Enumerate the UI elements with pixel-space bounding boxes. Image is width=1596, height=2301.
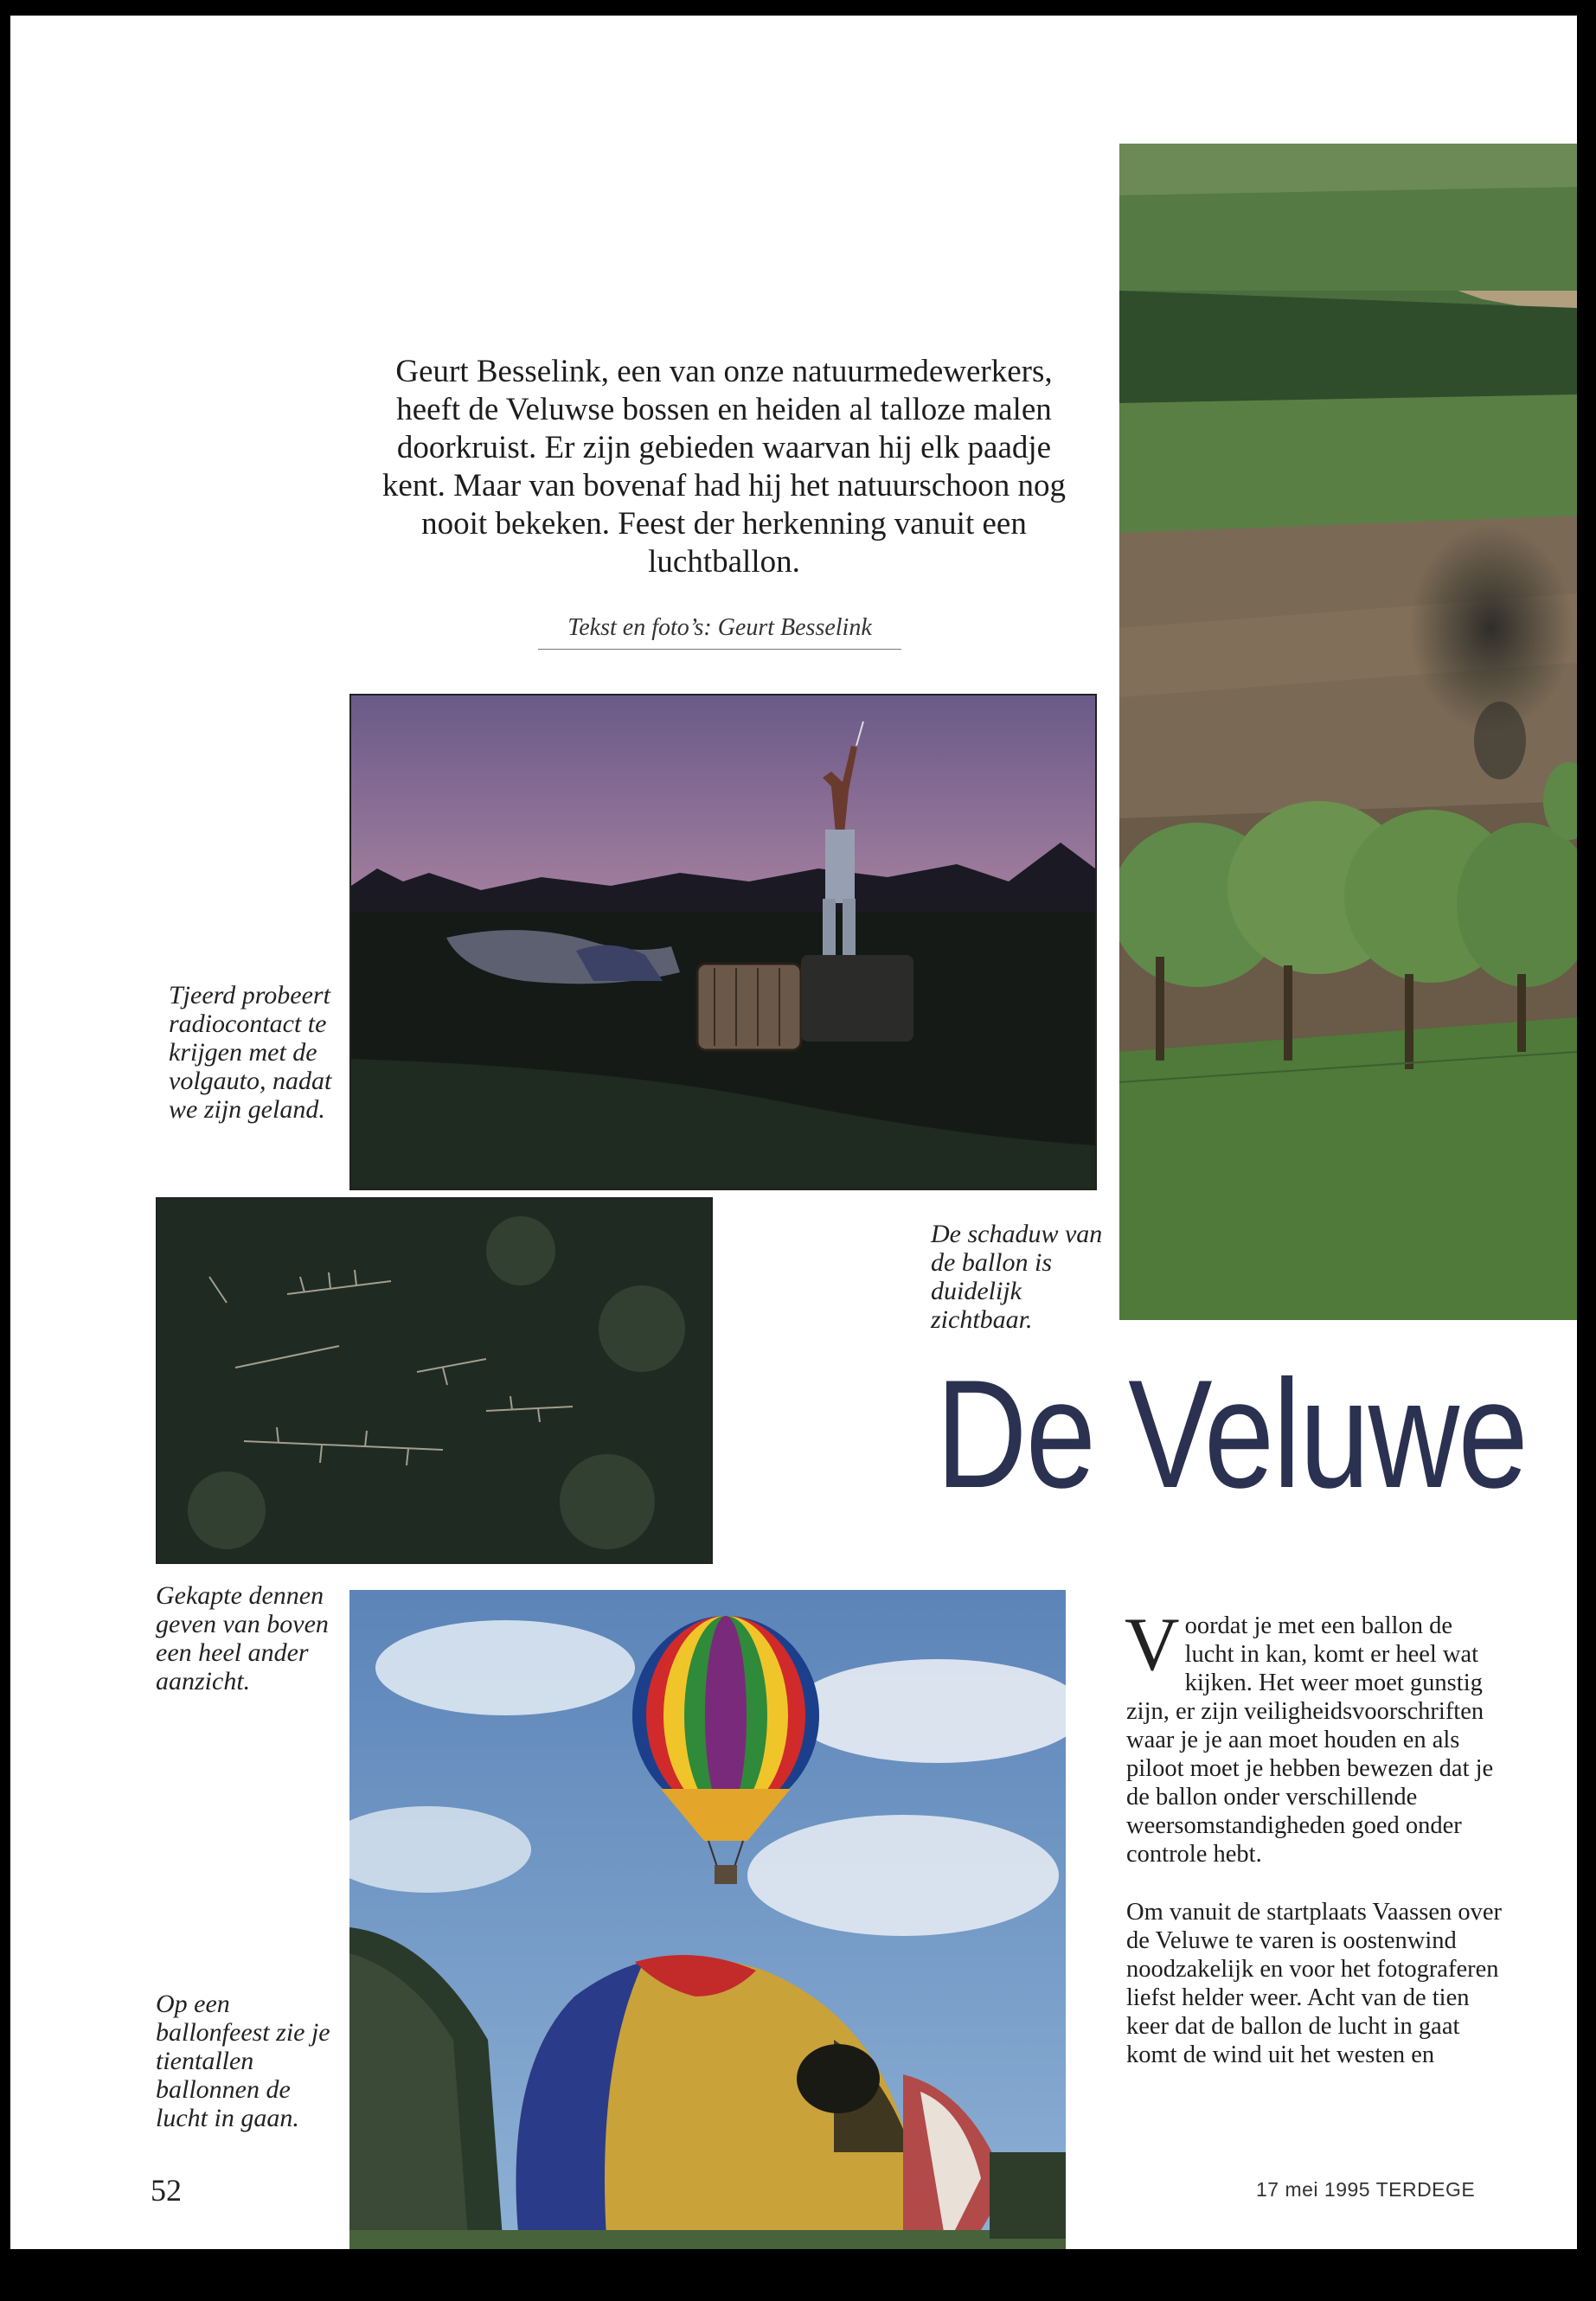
drop-cap: V	[1125, 1603, 1180, 1687]
intro-text: Geurt Besselink, een van onze natuurmedewerkers, heeft de Veluwse bossen en heiden al talloze malen doorkruist. Er zijn gebieden waarvan hij elk paadje kent. Maar van bovenaf had hij het natuurschoon nog nooit bekeken. Feest der herkenning vanuit een luchtballon.	[381, 354, 1067, 580]
felled-pines-photo	[156, 1197, 713, 1564]
body-text	[1125, 1603, 1507, 2069]
body-paragraph-2: Om vanuit de startplaats Vaassen over de Veluwe te varen is oostenwind noodzakelijk en voor het fotograferen liefst helder weer. Acht van de tien keer dat de ballon de lucht in gaat komt de wind uit het westen en	[1126, 1899, 1502, 2068]
caption-balloon-festival: Op een ballonfeest zie je tientallen ballonnen de lucht in gaan.	[156, 1990, 330, 2132]
balloon-festival-photo	[349, 1590, 1066, 2249]
issue-footer: 17 mei 1995 TERDEGE	[1256, 2178, 1476, 2201]
paragraph-1-text: oordat je met een ballon de lucht in kan, komt er heel wat kijken. Het weer moet gunstig zijn, er zijn veiligheidsvoorschriften waar je je aan moet houden en als piloot moet je hebben bewezen dat je de ballon onder verschillende weersomstandigheden goed onder controle hebt.	[1126, 1612, 1494, 1868]
magazine-page	[10, 16, 1577, 2249]
caption-balloon-shadow: De schaduw van de ballon is duidelijk zichtbaar.	[931, 1220, 1103, 1334]
caption-felled-pines: Gekapte dennen geven van boven een heel ander aanzicht.	[156, 1581, 329, 1695]
page-number: 52	[151, 2173, 182, 2208]
radio-contact-photo	[349, 694, 1097, 1190]
author-credit: Tekst en foto’s: Geurt Besselink	[538, 614, 901, 650]
aerial-field-photo	[1119, 144, 1577, 1320]
caption-radio-contact: Tjeerd probeert radiocontact te krijgen met de volgauto, nadat we zijn geland.	[169, 981, 332, 1124]
headline: De Veluwe	[936, 1348, 1528, 1520]
body-paragraph-1	[1125, 1603, 1507, 1868]
